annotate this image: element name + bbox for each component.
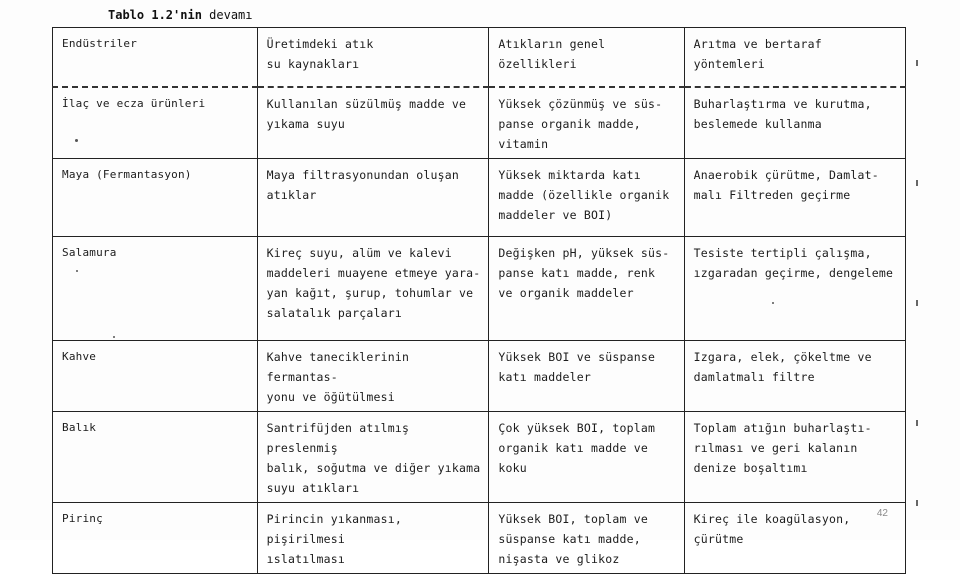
cell-treatment: Izgara, elek, çökeltme ve damlatmalı filtre (684, 341, 905, 412)
table-row (53, 341, 906, 412)
cell-industry: Maya (Fermantasyon) (53, 159, 258, 237)
table-row (53, 412, 906, 503)
cell-industry: Pirinç (53, 503, 258, 574)
scan-edge-mark (916, 420, 918, 426)
scan-speck (76, 270, 78, 272)
scan-speck (772, 302, 774, 304)
cell-sources: Maya filtrasyonundan oluşan atıklar (257, 159, 489, 237)
header-wastewater-sources: Üretimdeki atık su kaynakları (257, 28, 489, 88)
scan-edge-mark (916, 180, 918, 186)
scan-speck (75, 139, 78, 142)
cell-sources: Kahve taneciklerinin fermantas- yonu ve öğütülmesi (257, 341, 489, 412)
cell-industry: Kahve (53, 341, 258, 412)
table-header-row (53, 28, 906, 88)
page-number: 42 (876, 508, 888, 519)
table-row (53, 503, 906, 574)
header-waste-characteristics: Atıkların genel özellikleri (489, 28, 684, 88)
table-caption (108, 8, 253, 22)
cell-treatment: Kireç ile koagülasyon, çürütme (684, 503, 905, 574)
industrial-wastewater-table (52, 27, 906, 574)
cell-industry: Salamura (53, 237, 258, 341)
cell-characteristics: Yüksek çözünmüş ve süs- panse organik madde, vitamin (489, 87, 684, 159)
cell-characteristics: Değişken pH, yüksek süs- panse katı madde, renk ve organik maddeler (489, 237, 684, 341)
cell-sources: Pirincin yıkanması, pişirilmesi ıslatılması (257, 503, 489, 574)
cell-industry: Balık (53, 412, 258, 503)
cell-sources: Kireç suyu, alüm ve kalevi maddeleri muayene etmeye yara- yan kağıt, şurup, tohumlar ve salatalık parçaları (257, 237, 489, 341)
table-row (53, 87, 906, 159)
table-row (53, 237, 906, 341)
cell-sources: Santrifüjden atılmış preslenmiş balık, soğutma ve diğer yıkama suyu atıkları (257, 412, 489, 503)
header-industries: Endüstriler (53, 28, 258, 88)
cell-sources: Kullanılan süzülmüş madde ve yıkama suyu (257, 87, 489, 159)
cell-industry: İlaç ve ecza ürünleri (53, 87, 258, 159)
cell-treatment: Buharlaştırma ve kurutma, beslemede kullanma (684, 87, 905, 159)
cell-treatment: Toplam atığın buharlaştı- rılması ve geri kalanın denize boşaltımı (684, 412, 905, 503)
header-treatment-methods: Arıtma ve bertaraf yöntemleri (684, 28, 905, 88)
cell-characteristics: Yüksek BOI, toplam ve süspanse katı madde, nişasta ve glikoz (489, 503, 684, 574)
table-row (53, 159, 906, 237)
scan-edge-mark (916, 500, 918, 506)
scan-speck (113, 336, 115, 338)
cell-characteristics: Yüksek BOI ve süspanse katı maddeler (489, 341, 684, 412)
caption-title: Tablo 1.2'nin (108, 8, 202, 22)
cell-treatment: Anaerobik çürütme, Damlat- malı Filtreden geçirme (684, 159, 905, 237)
scan-edge-mark (916, 300, 918, 306)
cell-treatment: Tesiste tertipli çalışma, ızgaradan geçirme, dengeleme (684, 237, 905, 341)
caption-continued: devamı (209, 8, 253, 22)
scan-edge-mark (916, 60, 918, 66)
cell-characteristics: Yüksek miktarda katı madde (özellikle organik maddeler ve BOI) (489, 159, 684, 237)
cell-characteristics: Çok yüksek BOI, toplam organik katı madde ve koku (489, 412, 684, 503)
